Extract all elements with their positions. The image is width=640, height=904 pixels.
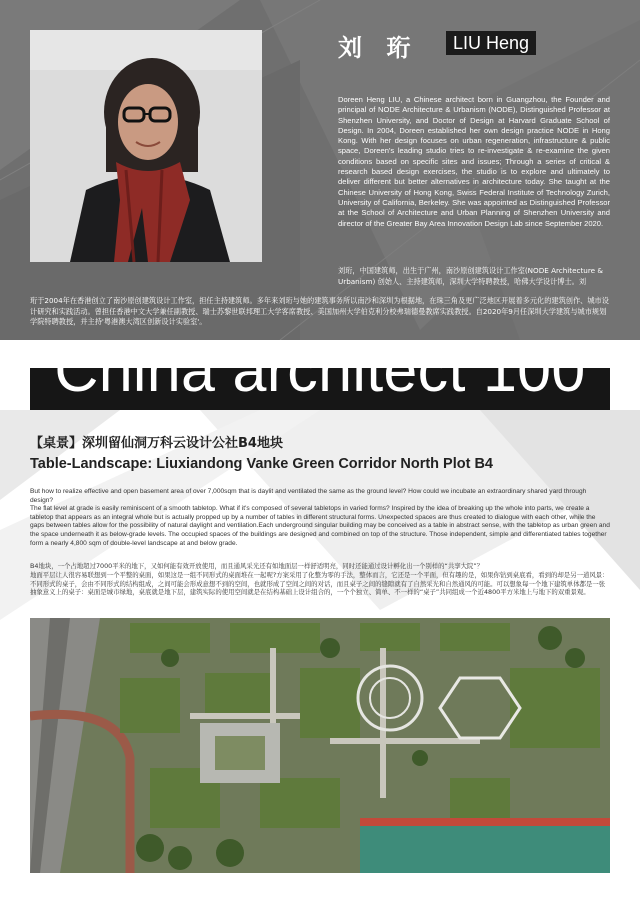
architect-bio-cn-part1: 刘珩，中国建筑师，出生于广州，南沙原创建筑设计工作室(NODE Architecture & Urbanism) 创始人、主持建筑师，深圳大学特聘教授，哈佛大学设计博士。刘 bbox=[338, 266, 603, 286]
project-description-en: But how to realize effective and open basement area of over 7,000sqm that is daylit and ventilated the same as the ground level? How could we incubate an extraordinary shared yard through design? The flat level at grade is easily reminiscent of a smooth tabletop. What if it's composed of several tabletops in varied forms? Inspired by the idea of breaking up the whole into parts, we create a tabletop that appears as an integral whole but is actually propped up by a number of tables in different structural forms. Unexpected spaces are thus created to dialogue with each other, while the gaps between tables allow for the possibility of natural daylight and ventilation.Each underground singular building may be conceived as a table in abstract sense, with the tabletop as urban green and the space underneath it as below-grade levels. The occupied spaces of the buildings are designed and combined on top of the structure. Those independent, simple and differentiated tables together form a nearly 4,800 sqm of double-level landscape at and below grade. bbox=[30, 488, 610, 547]
architect-bio-en: Doreen Heng LIU, a Chinese architect born in Guangzhou, the Founder and principal of NODE Architecture & Urbanism (NODE), Distinguished Professor at Shenzhen University, and Doctor of Design at Harvard Graduate School of Design. In 2004, Doreen established her own design practice NODE in Hong Kong. With her design focuses on urban regeneration, infrastructure & public space, Doreen's leading studio tries to re-investigate & re-examine the given conditions based on specific sites and issues; Through a series of critical & research based design exercises, the studio is to explore and ultimately to deliver different but better alternatives in architecture today. She taught at the Chinese University of Hong Kong, Swiss Federal Institute of Technology Zurich, University of California, Berkeley. She was appointed as Distinguished Professor at the School of Architecture and Urban Planning of Shenzhen University and director of the Greater Bay Area Innovation Design Lab since September 2020. bbox=[338, 95, 610, 228]
architect-portrait bbox=[30, 30, 262, 262]
profile-panel bbox=[0, 0, 640, 340]
project-title-cn: 【桌景】深圳留仙洞万科云设计公社B4地块 bbox=[30, 436, 283, 451]
banner-title: China architect 100 bbox=[54, 336, 586, 404]
project-title-en: Table-Landscape: Liuxiandong Vanke Green Corridor North Plot B4 bbox=[30, 456, 493, 472]
project-description-cn: B4地块，一个占地超过7000平米的地下，又如何能有效开放使用，而且通风采光还有如地面层一样舒适明亮，同时还能通过设计孵化出一个别样的“共享大院”？ 地面平层让人很容易联想到一个平整的桌面，如果这是一组不同形式的桌面堆在一起呢?方案采用了化整为零的手法，整体而言，它还是一个平面，但有趣的是，如果你钻到桌底看，看到的却是另一道风景：不同形式的桌子，会由不同形式的结构组成，之间可能会形成意想不到的空间，也就形成了空间之间的对话，而且桌子之间的缝隙就有了自然采光和自然通风的可能。可以想象每一个地下建筑单体都是一张抽象意义上的桌子：桌面是城市绿地，桌底就是地下层，建筑实际的使用空间就是在结构基础上设计组合的，一个个独立、简单、不一样的“桌子”共同组成一个近4800平方米地上与地下的双重景观。 bbox=[30, 562, 609, 597]
architect-name-en: LIU Heng bbox=[446, 31, 536, 55]
title-banner bbox=[30, 330, 610, 410]
project-aerial-photo bbox=[30, 618, 610, 873]
architect-bio-cn-part2: 珩于2004年在香港创立了南沙原创建筑设计工作室，担任主持建筑师。多年来刘珩与她的建筑事务所以南沙和深圳为根据地，在珠三角及更广泛地区开展着多元化的建筑创作、城市设计研究和实践活动。曾担任香港中文大学兼任副教授、瑞士苏黎世联邦理工大学客席教授、美国加州大学伯克利分校弗瑞德曼教席实践教授。自2020年9月任深圳大学建筑与城市规划学院特聘教授，并主持'粤港澳大湾区创新设计实验室'。 bbox=[30, 296, 609, 326]
architect-name-cn: 刘 珩 bbox=[338, 33, 419, 62]
